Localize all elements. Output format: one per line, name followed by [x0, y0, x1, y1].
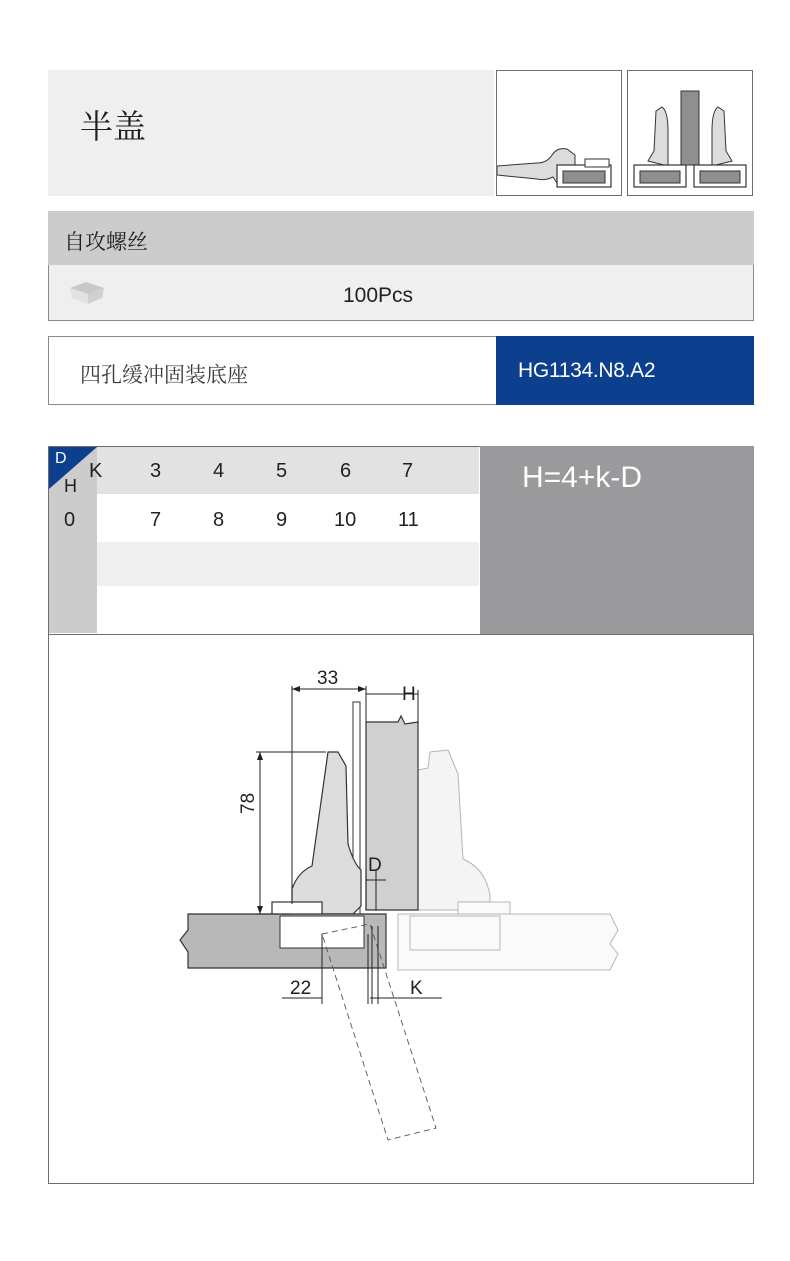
screw-label: 自攻螺丝 — [64, 230, 148, 254]
half-overlay-side-view-icon — [496, 70, 622, 196]
hinge-front-view-icon — [627, 70, 753, 196]
screw-band — [48, 211, 754, 265]
faded-hinge-shape — [398, 750, 618, 970]
table-corner-k: K — [89, 460, 103, 482]
dimension-22: 22 — [290, 978, 312, 999]
table-k-value: 7 — [402, 460, 414, 482]
formula-text: H=4+k-D — [522, 461, 643, 494]
dimension-d: D — [368, 855, 382, 876]
product-code: HG1134.N8.A2 — [518, 359, 656, 382]
table-cell: 11 — [398, 509, 419, 531]
quantity-text: 100Pcs — [343, 284, 414, 307]
table-header-row — [49, 447, 479, 494]
box-icon — [66, 280, 110, 311]
table-k-value: 3 — [150, 460, 162, 482]
table-cell: 10 — [334, 509, 357, 531]
table-cell: 7 — [150, 509, 162, 531]
table-k-value: 6 — [340, 460, 352, 482]
dimension-k: K — [410, 978, 423, 999]
dimension-33: 33 — [317, 668, 339, 689]
dimension-78: 78 — [238, 792, 259, 814]
hinge-installation-diagram — [48, 634, 754, 1184]
hinge-arm — [292, 752, 361, 914]
table-h-value: 0 — [64, 509, 76, 531]
table-cell: 8 — [213, 509, 225, 531]
base-plate-label: 四孔缓冲固装底座 — [80, 363, 248, 387]
table-cell: 9 — [276, 509, 288, 531]
table-row-stripe — [97, 542, 479, 586]
door-panel — [366, 716, 418, 910]
table-k-value: 4 — [213, 460, 225, 482]
page-title: 半盖 — [80, 107, 146, 146]
table-k-value: 5 — [276, 460, 288, 482]
dimension-h: H — [402, 684, 416, 705]
table-corner-h: H — [64, 476, 77, 496]
table-corner-d: D — [55, 450, 67, 467]
